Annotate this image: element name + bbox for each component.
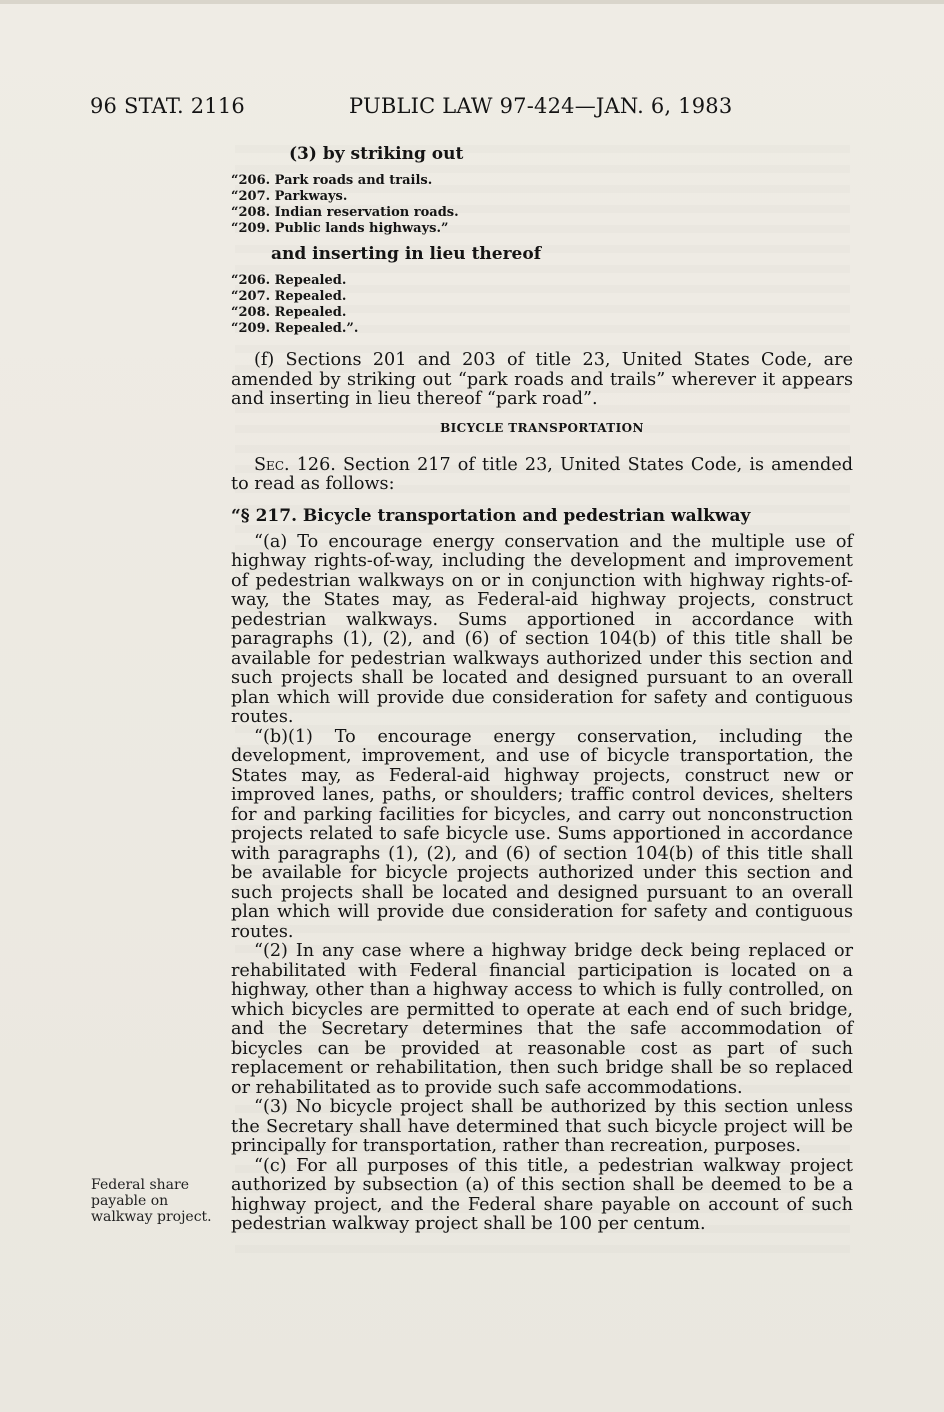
margin-note-line: walkway project.	[91, 1209, 212, 1225]
list-item: “208. Indian reservation roads.	[231, 205, 459, 220]
main-text	[231, 143, 853, 1235]
margin-note-line: Federal share	[91, 1177, 189, 1193]
paragraph-f: (f) Sections 201 and 203 of title 23, United States Code, are amended by striking out “park roads and trails” wherever it appears and inserting in lieu thereof “park road”.	[231, 350, 853, 409]
paragraph-b3: “(3) No bicycle project shall be authorized by this section unless the Secretary shall have determined that such bicycle project will be principally for transportation, rather than recreation, purposes.	[231, 1097, 853, 1156]
section-heading: “§ 217. Bicycle transportation and pedestrian walkway	[231, 505, 751, 526]
strike-command: (3) by striking out	[289, 144, 464, 164]
strike-list	[231, 173, 853, 237]
statute-page-number: 96 STAT. 2116	[90, 94, 245, 118]
section-caption: BICYCLE TRANSPORTATION	[440, 420, 644, 435]
paragraph-c: “(c) For all purposes of this title, a pedestrian walkway project authorized by subsection (a) of this section shall be deemed to be a highway project, and the Federal share payable on account of such pedestrian walkway project shall be 100 per centum.	[231, 1155, 853, 1234]
sec-126-text: 126. Section 217 of title 23, United States Code, is amended to read as follows:	[231, 454, 853, 494]
paragraph-b2: “(2) In any case where a highway bridge deck being replaced or rehabilitated with Federal financial participation is located on a highway, other than a highway access to which is fully controlled, on which bicycles are permitted to operate at each end of such bridge, and the Secretary determines that the safe accommodation of bicycles can be provided at reasonable cost as part of such replacement or rehabilitation, then such bridge shall be so replaced or rehabilitated as to provide such safe accommodations.	[231, 941, 853, 1098]
list-item: “209. Public lands highways.”	[231, 221, 449, 236]
margin-note-line: payable on	[91, 1193, 169, 1209]
paragraph-a: “(a) To encourage energy conservation and the multiple use of highway rights-of-way, including the development and improvement of pedestrian walkways on or in conjunction with highway rights-of-way, the States may, as Federal-aid highway projects, construct pedestrian walkways. Sums apportioned in accordance with paragraphs (1), (2), and (6) of section 104(b) of this title shall be available for pedestrian walkways authorized under this section and such projects shall be located and designed pursuant to an overall plan which will provide due consideration for safety and contiguous routes.	[231, 531, 853, 727]
list-item: “206. Park roads and trails.	[231, 173, 433, 188]
list-item: “207. Repealed.	[231, 289, 347, 304]
list-item: “208. Repealed.	[231, 305, 347, 320]
section-126	[231, 456, 853, 495]
list-item: “209. Repealed.”.	[231, 321, 359, 336]
insert-list	[231, 273, 853, 337]
insert-command: and inserting in lieu thereof	[271, 244, 542, 264]
paragraph-b1: “(b)(1) To encourage energy conservation, including the development, improvement, and use of bicycle transportation, the States may, as Federal-aid highway projects, construct new or improved lanes, paths, or shoulders; traffic control devices, shelters for and parking facilities for bicycles, and carry out nonconstruction projects related to safe bicycle use. Sums apportioned in accordance with paragraphs (1), (2), and (6) of section 104(b) of this title shall be available for bicycle projects authorized under this section and such projects shall be located and designed pursuant to an overall plan which will provide due consideration for safety and contiguous routes.	[231, 726, 853, 942]
list-item: “207. Parkways.	[231, 189, 348, 204]
scan-edge	[0, 0, 944, 4]
sec-label: Sec.	[254, 454, 290, 475]
list-item: “206. Repealed.	[231, 273, 347, 288]
margin-note	[91, 1177, 212, 1225]
law-header: PUBLIC LAW 97-424—JAN. 6, 1983	[349, 94, 733, 118]
